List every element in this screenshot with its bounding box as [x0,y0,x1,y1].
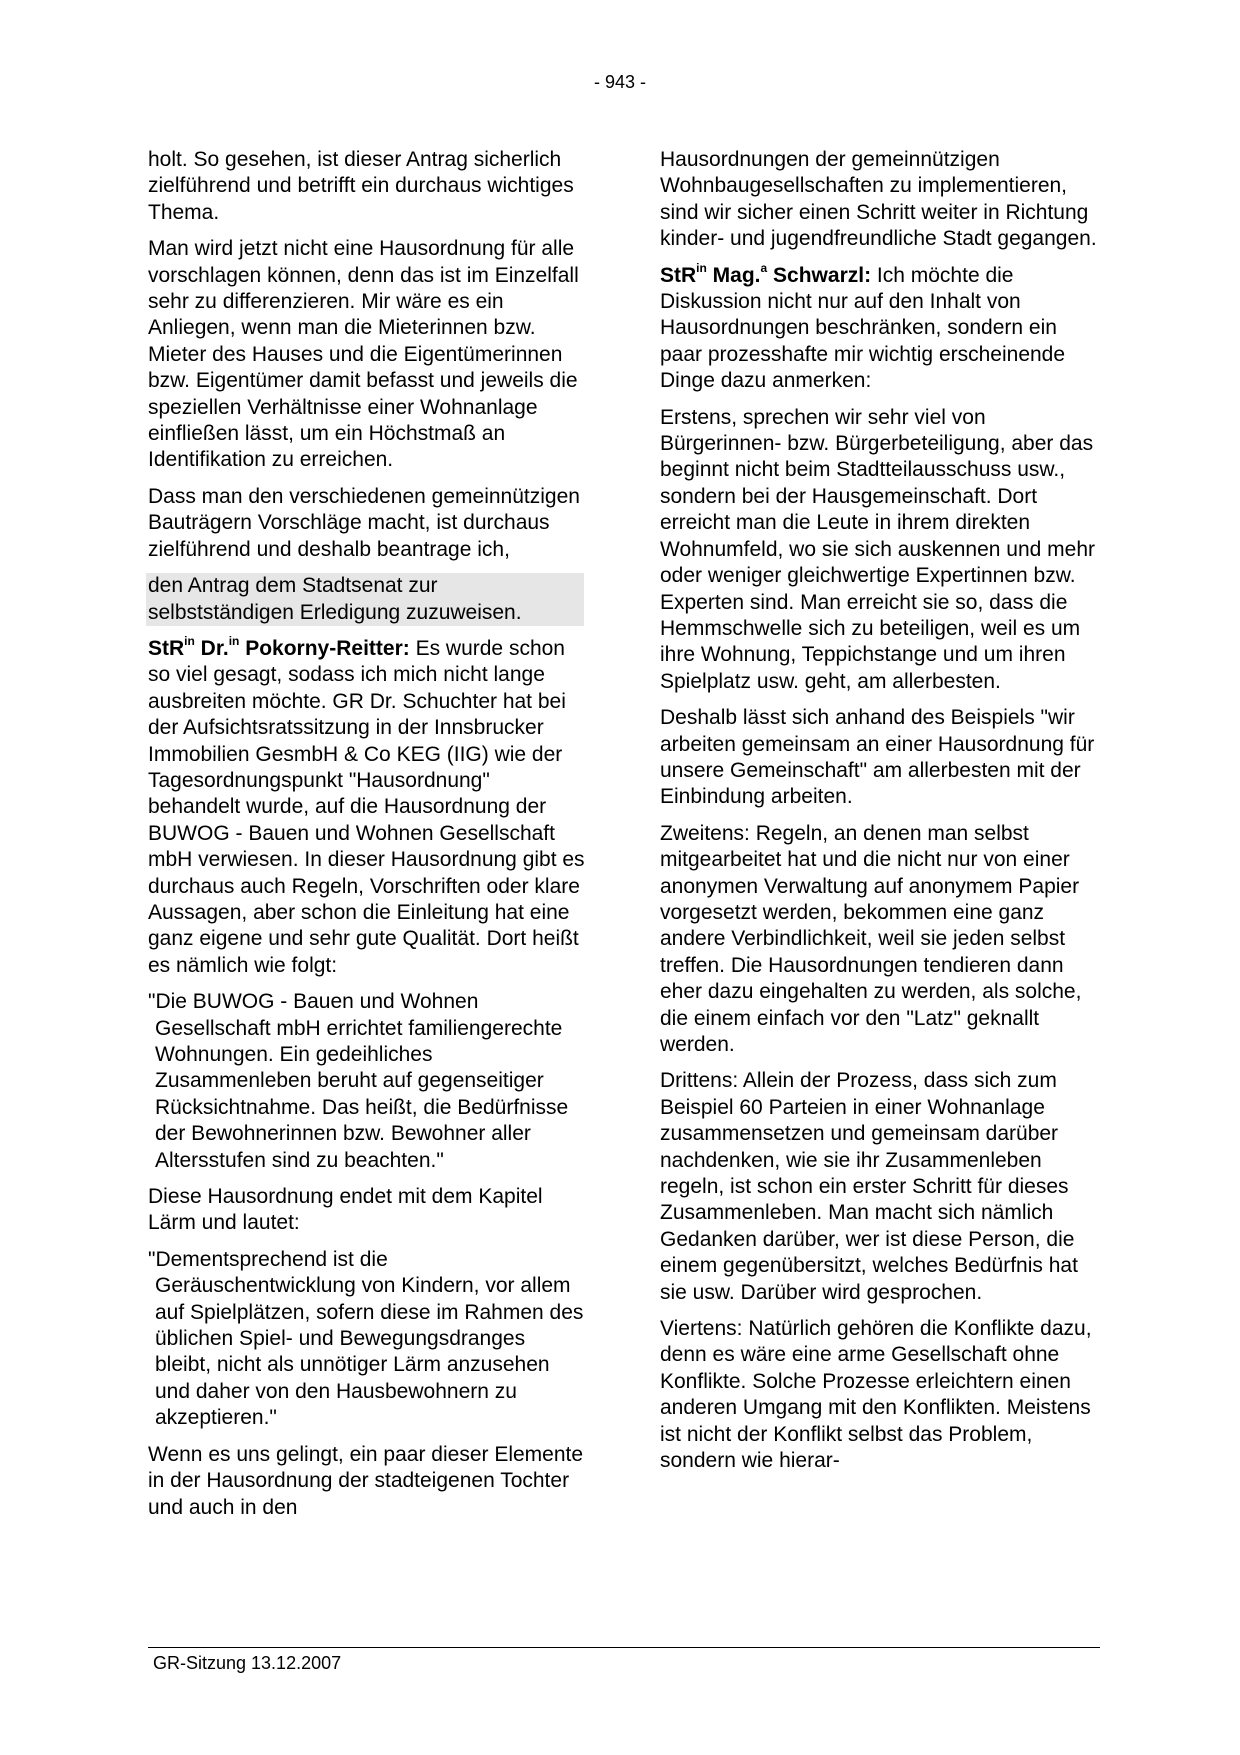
speaker-text: Ich möchte die Diskussion nicht nur auf den Inhalt von Hausordnungen beschränken, sondern ein paar prozesshafte mir wichtig erscheinende Dinge dazu anmerken: [660,263,1066,393]
paragraph: holt. So gesehen, ist dieser Antrag sicherlich zielführend und betrifft ein durchaus wichtiges Thema. [148,148,574,224]
speaker-paragraph [660,260,1100,395]
quote: "Dementsprechend ist die Geräuschentwicklung von Kindern, vor allem auf Spielplätzen, sofern diese im Rahmen des üblichen Spiel- und Bewegungsdranges bleibt, nicht als unnötiger Lärm anzusehen und daher von den Hausbewohnern zu akzeptieren." [148,1247,584,1430]
footer-divider [148,1647,1100,1648]
paragraph: Hausordnungen der gemeinnützigen Wohnbaugesellschaften zu implementieren, sind wir sicher einen Schritt weiter in Richtung kinder- und jugendfreundliche Stadt gegangen. [660,148,1097,251]
right-column [660,147,1100,1485]
paragraph: Erstens, sprechen wir sehr viel von Bürgerinnen- bzw. Bürgerbeteiligung, aber das beginnt nicht beim Stadtteilausschuss usw., sondern bei der Hausgemeinschaft. Dort erreicht man die Leute in ihrem direkten Wohnumfeld, wo sie sich auskennen und mehr oder weniger gleichwertige Expertinnen bzw. Experten sind. Man erreicht sie so, dass die Hemmschwelle sich zu beteiligen, weil es um ihre Wohnung, Teppichstange und um ihren Spielplatz usw. geht, am allerbesten. [660,405,1096,693]
paragraph: Drittens: Allein der Prozess, dass sich zum Beispiel 60 Parteien in einer Wohnanlage zusammensetzen und gemeinsam darüber nachdenken, wie sie ihr Zusammenleben regeln, ist schon ein erster Schritt für dieses Zusammenleben. Man macht sich nämlich Gedanken darüber, wer ist diese Person, die einem gegenübersitzt, welches Bedürfnis hat sie usw. Darüber wird gesprochen. [660,1069,1078,1304]
footer-text: GR-Sitzung 13.12.2007 [153,1653,342,1673]
paragraph: Zweitens: Regeln, an denen man selbst mitgearbeitet hat und die nicht nur von einer anonymen Verwaltung auf anonymem Papier vorgesetzt werden, bekommen eine ganz andere Verbindlichkeit, weil sie jeden selbst treffen. Die Hausordnungen tendieren dann eher dazu eingehalten zu werden, als solche, die einem einfach vor den "Latz" geknallt werden. [660,821,1082,1056]
quote: "Die BUWOG - Bauen und Wohnen Gesellschaft mbH errichtet familiengerechte Wohnungen. Ein gedeihliches Zusammenleben beruht auf gegenseitiger Rücksichtnahme. Das heißt, die Bedürfnisse der Bewohnerinnen bzw. Bewohner aller Altersstufen sind zu beachten." [148,990,569,1172]
speaker-name: StR$^{in}$ Dr.$^{in}$ Pokorny-Reitter: [148,633,410,660]
paragraph: Man wird jetzt nicht eine Hausordnung für alle vorschlagen können, denn das ist im Einzelfall sehr zu differenzieren. Mir wäre es ein Anliegen, wenn man die Mieterinnen bzw. Mieter des Hauses und die Eigentümerinnen bzw. Eigentümer damit befasst und jeweils die speziellen Verhältnisse einer Wohnanlage einfließen lässt, um ein Höchstmaß an Identifikation zu erreichen. [148,237,579,472]
page-number: - 943 - [593,72,647,92]
speaker-name: StR$^{in}$ Mag.$^a$ Schwarzl: [660,260,872,287]
paragraph: Dass man den verschiedenen gemeinnützigen Bauträgern Vorschläge macht, ist durchaus zielführend und deshalb beantrage ich, [148,484,580,561]
motion-highlight: den Antrag dem Stadtsenat zur selbstständigen Erledigung zuzuweisen. [146,573,584,626]
paragraph: Wenn es uns gelingt, ein paar dieser Elemente in der Hausordnung der stadteigenen Tochter und auch in den [148,1442,584,1519]
speaker-text: Es wurde schon so viel gesagt, sodass ich mich nicht lange ausbreiten möchte. GR Dr. Schuchter hat bei der Aufsichtsratssitzung in der Innsbrucker Immobilien GesmbH & Co KEG (IIG) wie der Tagesordnungspunkt "Hausordnung" behandelt wurde, auf die Hausordnung der BUWOG - Bauen und Wohnen Gesellschaft mbH verwiesen. In dieser Hausordnung gibt es durchaus auch Regeln, Vorschriften oder klare Aussagen, aber schon die Einleitung hat eine ganz eigene und sehr gute Qualität. Dort heißt es nämlich wie folgt: [148,636,585,977]
speaker-paragraph [148,633,586,979]
paragraph: Diese Hausordnung endet mit dem Kapitel Lärm und lautet: [148,1185,543,1235]
paragraph: Deshalb lässt sich anhand des Beispiels "wir arbeiten gemeinsam an einer Hausordnung für unsere Gemeinschaft" am allerbesten mit der Einbindung arbeiten. [660,706,1095,809]
paragraph: Viertens: Natürlich gehören die Konflikte dazu, denn es wäre eine arme Gesellschaft ohne Konflikte. Solche Prozesse erleichtern einen anderen Umgang mit den Konflikten. Meistens ist nicht der Konflikt selbst das Problem, sondern wie hierar- [660,1317,1092,1473]
left-column [148,147,586,1531]
